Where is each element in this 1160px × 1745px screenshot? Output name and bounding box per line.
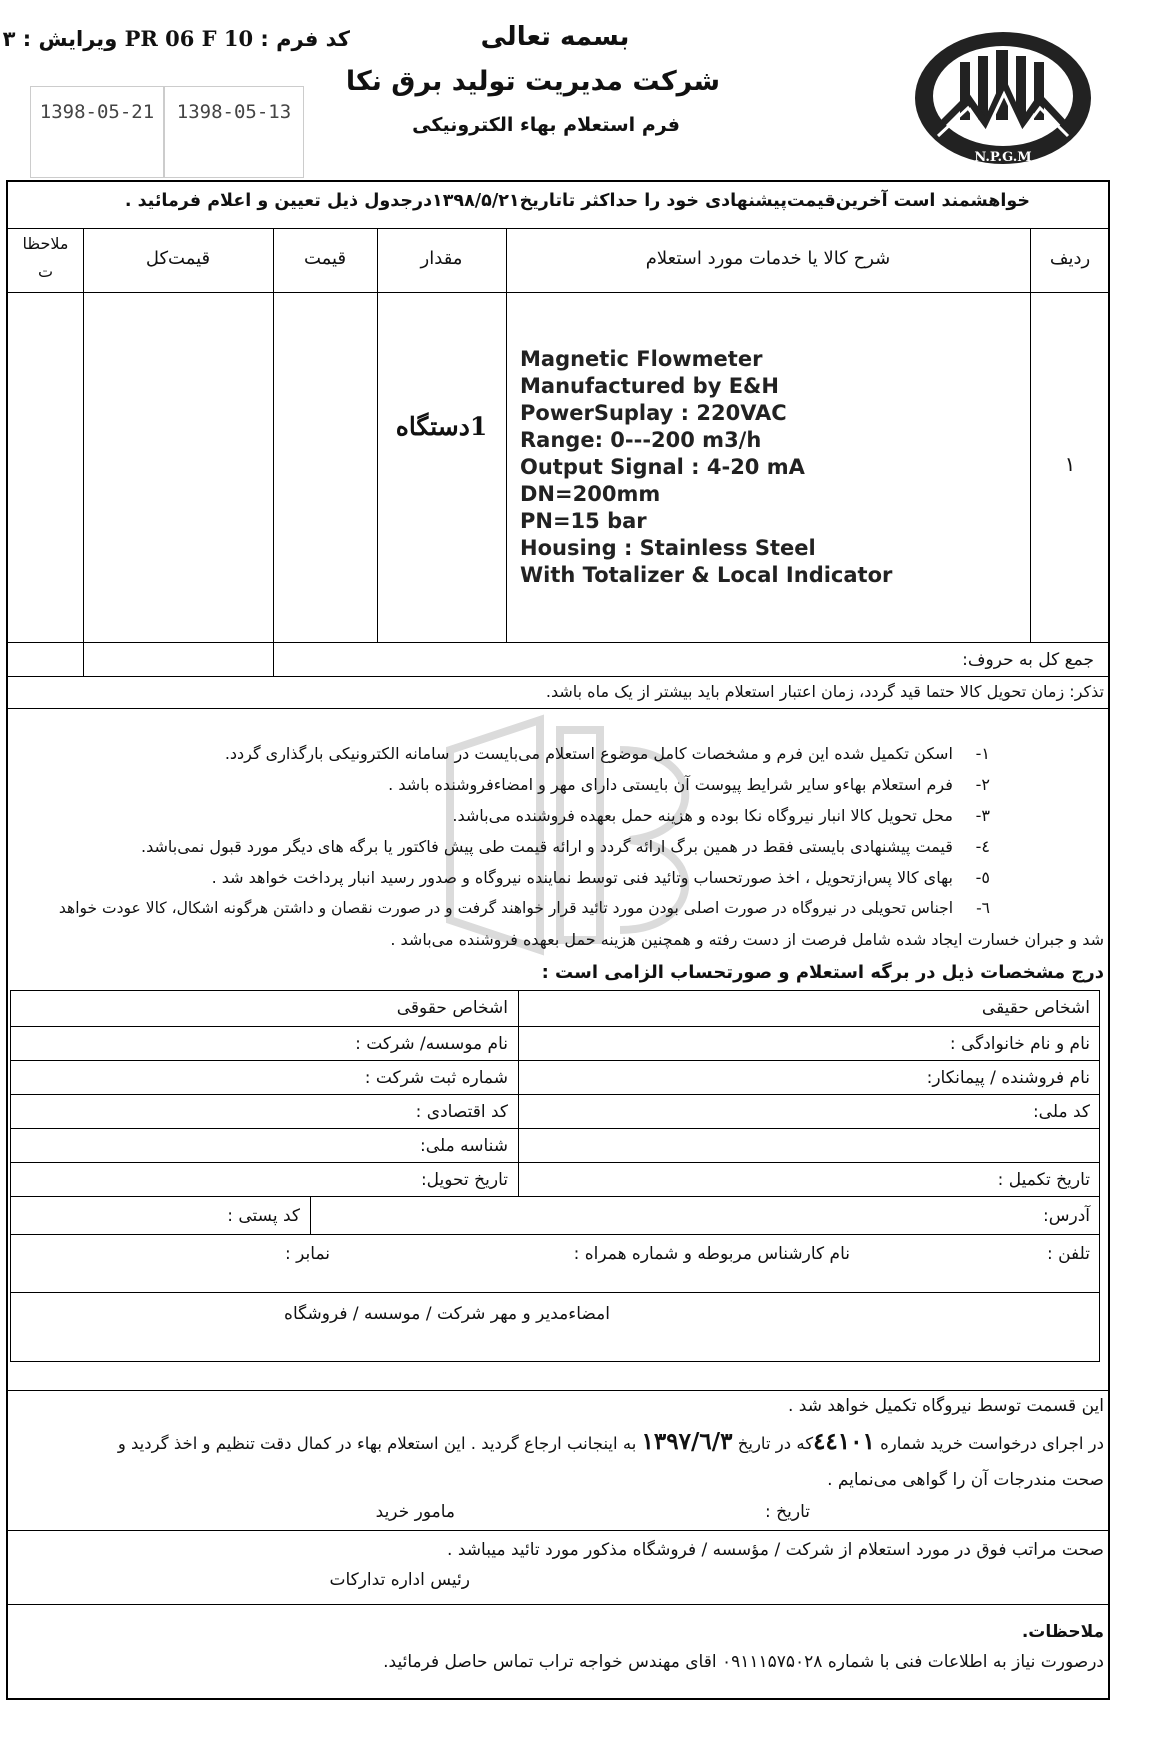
instruction-num: ٥- [975, 868, 990, 887]
grid-line [10, 1128, 1100, 1129]
header-description: شرح کالا یا خدمات مورد استعلام [645, 248, 891, 269]
instruction-text: اجناس تحویلی در نیروگاه در صورت اصلی بودن مورد تائید قرار خواهند گرفت و در صورت نقصان و داشتن هرگونه اشکال، کالا عودت خواهد [58, 899, 954, 917]
instruction-num: ۳- [975, 806, 990, 825]
grid-line [10, 1026, 1100, 1027]
plant-section-intro: این قسمت توسط نیروگاه تکمیل خواهد شد . [788, 1396, 1104, 1416]
grid-divider [518, 990, 519, 1196]
national-code-field[interactable]: کد ملی: [1032, 1102, 1090, 1122]
natural-person-label: اشخاص حقیقی [981, 998, 1090, 1018]
notes-title: ملاحظات. [1021, 1622, 1104, 1642]
seller-name-field[interactable]: نام فروشنده / پیمانکار: [926, 1068, 1090, 1088]
approval-top-line [6, 1530, 1110, 1531]
approval-text: صحت مراتب فوق در مورد استعلام از شرکت / مؤسسه / فروشگاه مذکور مورد تائید میباشد . [447, 1540, 1104, 1560]
form-code-value: PR 06 F 10 [124, 26, 254, 51]
table-body-line [6, 642, 1110, 643]
reminder: تذکر: زمان تحویل کالا حتما قید گردد، زمان اعتبار استعلام باید بیشتر از یک ماه باشد. [545, 682, 1104, 701]
table-row-number: ١ [1064, 452, 1076, 476]
desc-line: Housing : Stainless Steel [520, 536, 816, 560]
instruction-text: اسکن تکمیل شده این فرم و مشخصات کامل موضوع استعلام می‌بایست در سامانه الکترونیکی بارگذاری گردد. [224, 744, 953, 763]
bismillah: بسمه تعالی [480, 22, 630, 52]
table-top-line [6, 228, 1110, 229]
company-name-field[interactable]: نام موسسه/ شرکت : [355, 1034, 508, 1054]
plant-section-line-2: صحت مندرجات آن را گواهی می‌نمایم . [827, 1470, 1104, 1490]
desc-line: PowerSuplay : 220VAC [520, 401, 787, 425]
address-field[interactable]: آدرس: [1043, 1206, 1090, 1226]
grid-line [10, 1094, 1100, 1095]
desc-line: DN=200mm [520, 482, 661, 506]
instruction-item [59, 899, 990, 917]
desc-line: Range: 0---200 m3/h [520, 428, 762, 452]
plant-text-1: در اجرای درخواست خرید شماره [880, 1434, 1104, 1453]
plant-section-top-line [6, 1390, 1110, 1391]
col-line-1 [1030, 228, 1031, 642]
plant-text-3: به اینجانب ارجاع گردید . این استعلام بهاء در کمال دقت تنظیم و اخذ گردید و [117, 1434, 637, 1453]
desc-line: With Totalizer & Local Indicator [520, 563, 893, 587]
desc-line: Magnetic Flowmeter [520, 347, 763, 371]
national-id-field[interactable]: شناسه ملی: [420, 1136, 508, 1156]
grid-divider [310, 1196, 311, 1234]
col-line-4 [273, 228, 274, 676]
col-line-5 [83, 228, 84, 676]
logo-text: N.P.G.M [974, 150, 1032, 165]
col-line-2 [506, 228, 507, 642]
total-in-words-label: جمع کل به حروف: [962, 650, 1094, 670]
completion-date-field[interactable]: تاریخ تکمیل : [997, 1170, 1090, 1190]
header-quantity: مقدار [420, 248, 463, 269]
delivery-date-field[interactable]: تاریخ تحویل: [420, 1170, 508, 1190]
grid-line [10, 1234, 1100, 1235]
plant-date-label: تاریخ : [765, 1502, 810, 1522]
reminder-bottom-line [6, 708, 1110, 709]
header-total: قیمت‌کل [145, 248, 211, 269]
expert-name-field[interactable]: نام کارشناس مربوطه و شماره همراه : [573, 1244, 850, 1264]
procurement-head-label: رئیس اداره تدارکات [329, 1570, 470, 1590]
phone-field[interactable]: تلفن : [1046, 1244, 1090, 1264]
instruction-text: محل تحویل کالا انبار نیروگاه نکا بوده و هزینه حمل بعهده فروشنده می‌باشد. [452, 806, 953, 825]
desc-line: Manufactured by E&H [520, 374, 779, 398]
fax-field[interactable]: نمابر : [285, 1244, 330, 1264]
desc-line: Output Signal : 4-20 mA [520, 455, 805, 479]
notes-top-line [6, 1604, 1110, 1605]
date-box-1: 1398-05-21 [30, 86, 164, 178]
request-date: ۱۳۹۷/٦/۳ [641, 1428, 733, 1455]
instruction-text: قیمت پیشنهادی بایستی فقط در همین برگ ارائه گردد و ارائه قیمت طی پیش فاکتور یا برگه های دیگر مورد قبول نمی‌باشد. [141, 837, 953, 856]
instruction-item [452, 806, 990, 825]
header-notes-1: ملاحظا [22, 234, 69, 253]
instruction-item [141, 837, 990, 856]
grid-line [10, 1292, 1100, 1293]
table-header-line [6, 292, 1110, 293]
form-code [2, 26, 350, 51]
table-row-quantity: 1دستگاه [395, 412, 488, 441]
form-code-label: کد فرم : [260, 27, 350, 51]
instruction-num: ۱- [975, 744, 990, 763]
economic-code-field[interactable]: کد اقتصادی : [415, 1102, 508, 1122]
registration-no-field[interactable]: شماره ثبت شرکت : [364, 1068, 508, 1088]
purchase-officer-label: مامور خرید [375, 1502, 455, 1522]
date-box-2: 1398-05-13 [164, 86, 304, 178]
desc-line: PN=15 bar [520, 509, 647, 533]
revision-value: ۳ [2, 27, 16, 51]
seller-info-heading: درج مشخصات ذیل در برگه استعلام و صورتحساب الزامی است : [541, 962, 1104, 983]
logo [908, 28, 1098, 178]
postal-code-field[interactable]: کد پستی : [227, 1206, 300, 1226]
grid-line [10, 1060, 1100, 1061]
instruction-text: فرم استعلام بهاءو سایر شرایط پیوست آن بایستی دارای مهر و امضاءفروشنده باشد . [388, 775, 953, 794]
legal-person-label: اشخاص حقوقی [396, 998, 508, 1018]
grid-line [10, 1162, 1100, 1163]
item-description [520, 346, 1020, 589]
notes-text: درصورت نیاز به اطلاعات فنی با شماره ۰۹۱۱۱۵۷۵۰۲۸ اقای مهندس خواجه تراب تماس حاصل فرمائید. [383, 1652, 1104, 1672]
request-number: ٤٤١٠١ [813, 1428, 875, 1455]
plant-section-line-1 [118, 1428, 1104, 1455]
request-line: خواهشمند است آخرین‌قیمت‌پیشنهادی خود را حداکثر تاتاریخ۱۳۹۸/۵/۲۱درجدول ذیل تعیین و اعلام فرمائید . [124, 191, 1030, 211]
full-name-field[interactable]: نام و نام خانوادگی : [949, 1034, 1090, 1054]
plant-text-2: که در تاریخ [737, 1434, 814, 1453]
instruction-num: ٦- [976, 899, 990, 917]
header-row: ردیف [1049, 248, 1091, 269]
instruction-text: بهای کالا پس‌ازتحویل ، اخذ صورتحساب وتائید فنی توسط نماینده نیروگاه و صدور رسید انبار پرداخت خواهد شد . [211, 868, 953, 887]
header-notes-2: ت [37, 262, 54, 281]
company-name: شرکت مدیریت تولید برق نکا [345, 66, 720, 97]
instruction-6-cont: شد و جبران خسارت ایجاد شده شامل فرصت از دست رفته و همچنین هزینه حمل بعهده فروشنده می‌باشد . [390, 930, 1104, 949]
form-title: فرم استعلام بهاء الکترونیکی [412, 114, 680, 136]
instruction-item [225, 744, 990, 763]
instruction-num: ٤- [975, 837, 990, 856]
instruction-item [388, 775, 990, 794]
table-bottom-line [6, 676, 1110, 677]
instruction-num: ۲- [975, 775, 990, 794]
header-price: قیمت [303, 248, 347, 269]
revision-label: ویرایش : [22, 27, 118, 51]
instruction-item [212, 868, 990, 887]
grid-line [10, 1196, 1100, 1197]
signature-label: امضاءمدیر و مهر شرکت / موسسه / فروشگاه [284, 1304, 610, 1324]
